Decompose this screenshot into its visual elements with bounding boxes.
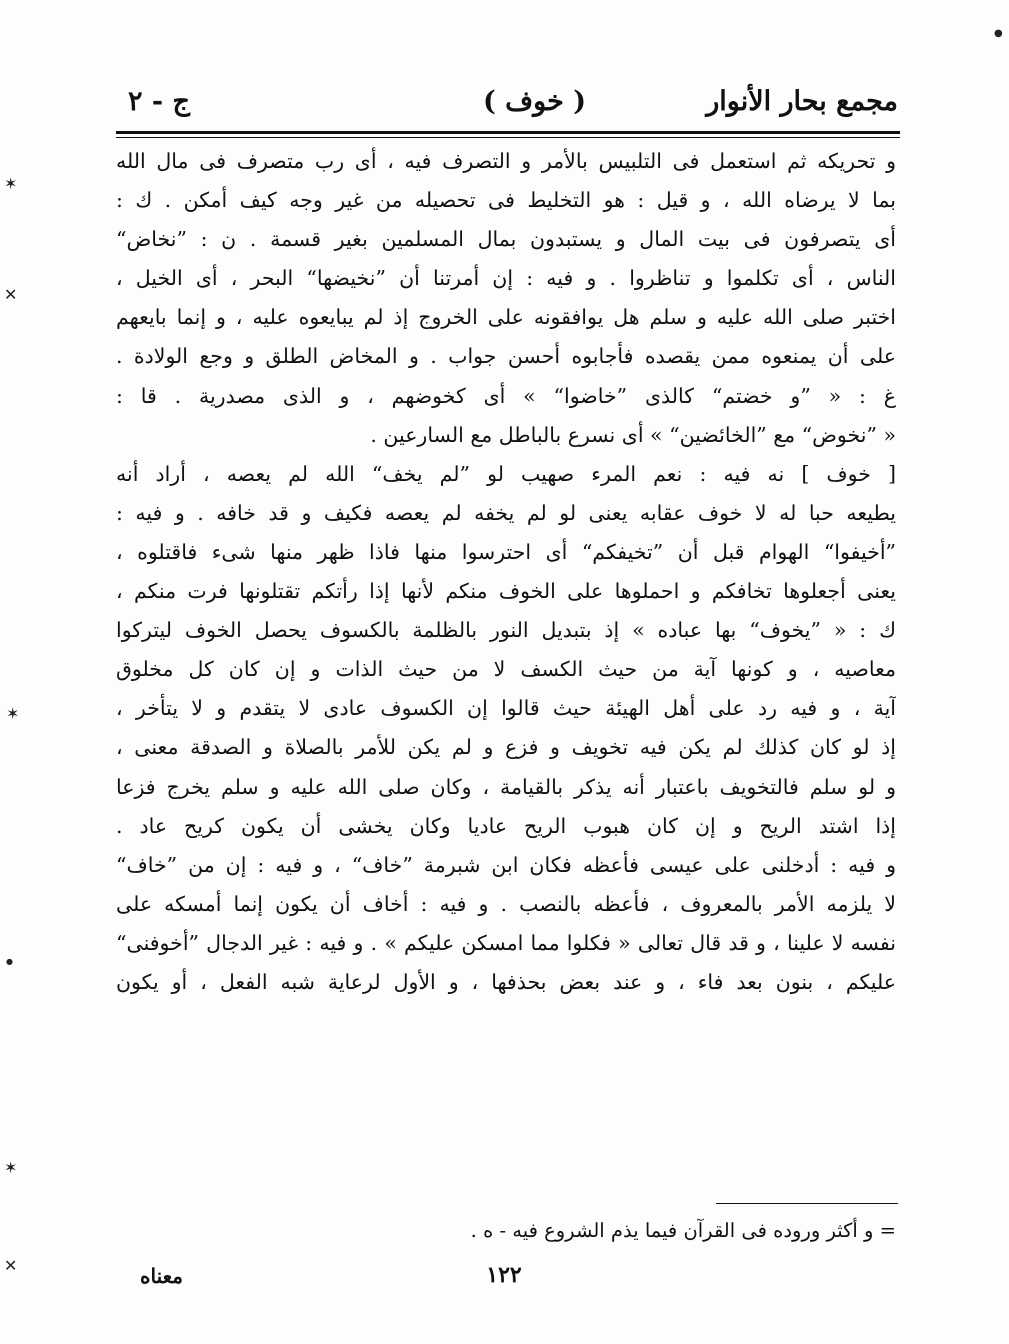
text-line: اختبر صلى الله عليه و سلم هل يوافقونه على الخروج إذ لم يبايعوه عليه ، و إنما بايعهم (116, 305, 896, 330)
margin-dot: ● (6, 957, 13, 966)
text-line: و تحريكه ثم استعمل فى التلبيس بالأمر و التصرف فيه ، أى رب متصرف فى مال الله (116, 149, 896, 173)
text-line: ”أخيفوا“ الهوام قبل أن ”تخيفكم“ أى احترسوا منها فاذا ظهر منها شىء فاقتلوه ، (116, 539, 896, 564)
text-line: و فيه : أدخلنى على عيسى فأعظه فكان ابن شبرمة ”خاف“ ، و فيه : إن من ”خاف“ (116, 852, 896, 877)
margin-mark: ✕ (4, 1256, 18, 1275)
page-number: ١٢٢ (486, 1262, 522, 1288)
text-line: إذ لو كان كذلك لم يكن فيه تخويف و فزع و لم يكن للأمر بالصلاة و الصدقة معنى ، (116, 735, 896, 760)
footnote: = و أكثر وروده فى القرآن فيما يذم الشروع فيه - ه . (470, 1219, 896, 1242)
running-header (118, 82, 898, 126)
book-title: مجمع بحار الأنوار (706, 86, 898, 117)
text-line: و لو سلم فالتخويف باعتبار أنه يذكر بالقيامة ، وكان صلى الله عليه و سلم يخرج فزعا (116, 774, 896, 799)
catchword: معناه (140, 1264, 183, 1288)
volume-label: ج - ٢ (128, 86, 190, 117)
text-line: ك : « ”يخوف“ بها عباده » إذ بتبديل النور بالظلمة بالكسوف يحصل الخوف ليتركوا (116, 618, 896, 643)
text-line: عليكم ، بنون بعد فاء ، و عند بعض بحذفها ، و الأول لرعاية شبه الفعل ، أو يكون (116, 969, 896, 994)
text-line: إذا اشتد الريح و إن كان هبوب الريح عاديا وكان يخشى أن يكون كريح عاد . (116, 813, 896, 838)
text-line: الناس ، أى تكلموا و تناظروا . و فيه : إن أمرتنا أن ”نخيضها“ البحر ، أى الخيل ، (116, 266, 896, 291)
text-line: لا يلزمه الأمر بالمعروف ، فأعظه بالنصب . و فيه : أخاف أن يكون إنما أمسكه على (116, 891, 896, 916)
text-line: بما لا يرضاه الله ، و قيل : هو التخليط فى تحصيله من غير وجه كيف أمكن . ك : (116, 188, 896, 213)
text-line: يعنى أجعلوها تخافكم و احملوها على الخوف منكم لأنها إذا رأتكم تقتلونها فرت منكم ، (116, 579, 896, 604)
margin-mark: ✶ (4, 1158, 18, 1177)
text-line: [ خوف ] نه فيه : نعم المرء صهيب لو ”لم يخف“ الله لم يعصه ، أراد أنه (116, 461, 896, 486)
margin-mark: ✶ (6, 704, 20, 723)
text-line: معاصيه ، و كونها آية من حيث الكسف لا من حيث الذات و إن كان كل مخلوق (116, 657, 896, 682)
text-line: على أن يمنعوه ممن يقصده فأجابوه أحسن جواب . و المخاض الطلق و وجع الولادة . (116, 344, 896, 369)
text-line: غ : « ”و خضتم“ كالذى ”خاضوا“ » أى كخوضهم ، و الذى مصدرية . قا : (116, 383, 896, 408)
header-rule-thin (116, 137, 900, 138)
main-text (116, 142, 896, 1002)
header-rule-thick (116, 131, 900, 134)
margin-dot: ● (994, 28, 1003, 39)
margin-mark: ✶ (4, 174, 18, 193)
text-line: يطيعه حبا له لا خوف عقابه يعنى لو لم يخفه لم يعصه فكيف و قد خافه . و فيه : (116, 500, 896, 525)
entry-heading: ( خوف ) (483, 86, 586, 117)
margin-mark: ✕ (4, 285, 18, 304)
text-line: آية ، و فيه رد على أهل الهيئة حيث قالوا إن الكسوف عادى لا يتقدم و لا يتأخر ، (116, 696, 896, 721)
footnote-rule (716, 1203, 898, 1204)
text-line: نفسه لا علينا ، و قد قال تعالى « فكلوا مما امسكن عليكم » . و فيه : غير الدجال ”أخوفنى“ (116, 930, 896, 955)
text-line: أى يتصرفون فى بيت المال و يستبدون بمال المسلمين بغير قسمة . ن : ”نخاض“ (116, 227, 896, 252)
text-line: « ”نخوض“ مع ”الخائضين“ » أى نسرع بالباطل مع السارعين . (370, 422, 896, 447)
